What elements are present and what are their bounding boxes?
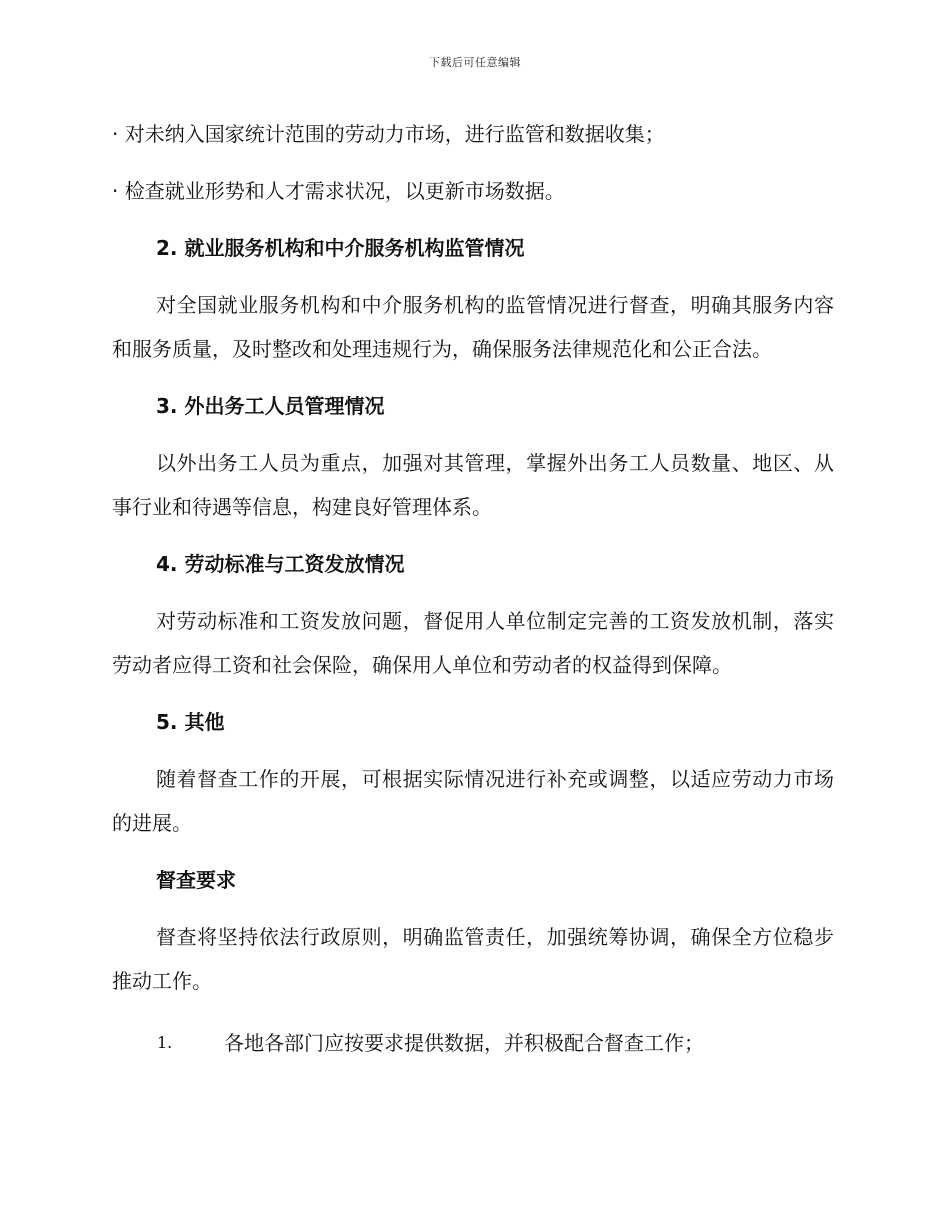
list-number: 1.	[157, 1033, 173, 1052]
bullet-item: · 检查就业形势和人才需求状况，以更新市场数据。	[112, 179, 565, 203]
list-text: 各地各部门应按要求提供数据，并积极配合督查工作；	[224, 1031, 704, 1055]
document-content	[112, 112, 834, 1065]
section-paragraph: 随着督查工作的开展，可根据实际情况进行补充或调整，以适应劳动力市场的进展。	[112, 767, 834, 835]
list-item	[112, 1021, 834, 1065]
bullet-item: · 对未纳入国家统计范围的劳动力市场，进行监管和数据收集；	[112, 122, 665, 146]
section-heading: 5. 其他	[156, 710, 225, 734]
section-paragraph: 以外出务工人员为重点，加强对其管理，掌握外出务工人员数量、地区、从事行业和待遇等信息，构建良好管理体系。	[112, 451, 834, 519]
section-heading: 督查要求	[156, 868, 236, 892]
section-paragraph: 对劳动标准和工资发放问题，督促用人单位制定完善的工资发放机制，落实劳动者应得工资和社会保险，确保用人单位和劳动者的权益得到保障。	[112, 609, 834, 677]
section-heading: 4. 劳动标准与工资发放情况	[156, 552, 405, 576]
section-heading: 3. 外出务工人员管理情况	[156, 394, 385, 418]
section-heading: 2. 就业服务机构和中介服务机构监管情况	[156, 236, 525, 260]
section-paragraph: 对全国就业服务机构和中介服务机构的监管情况进行督查，明确其服务内容和服务质量，及时整改和处理违规行为，确保服务法律规范化和公正合法。	[112, 293, 834, 361]
header-note: 下载后可任意编辑	[429, 56, 521, 69]
section-paragraph: 督查将坚持依法行政原则，明确监管责任，加强统筹协调，确保全方位稳步推动工作。	[112, 925, 834, 993]
